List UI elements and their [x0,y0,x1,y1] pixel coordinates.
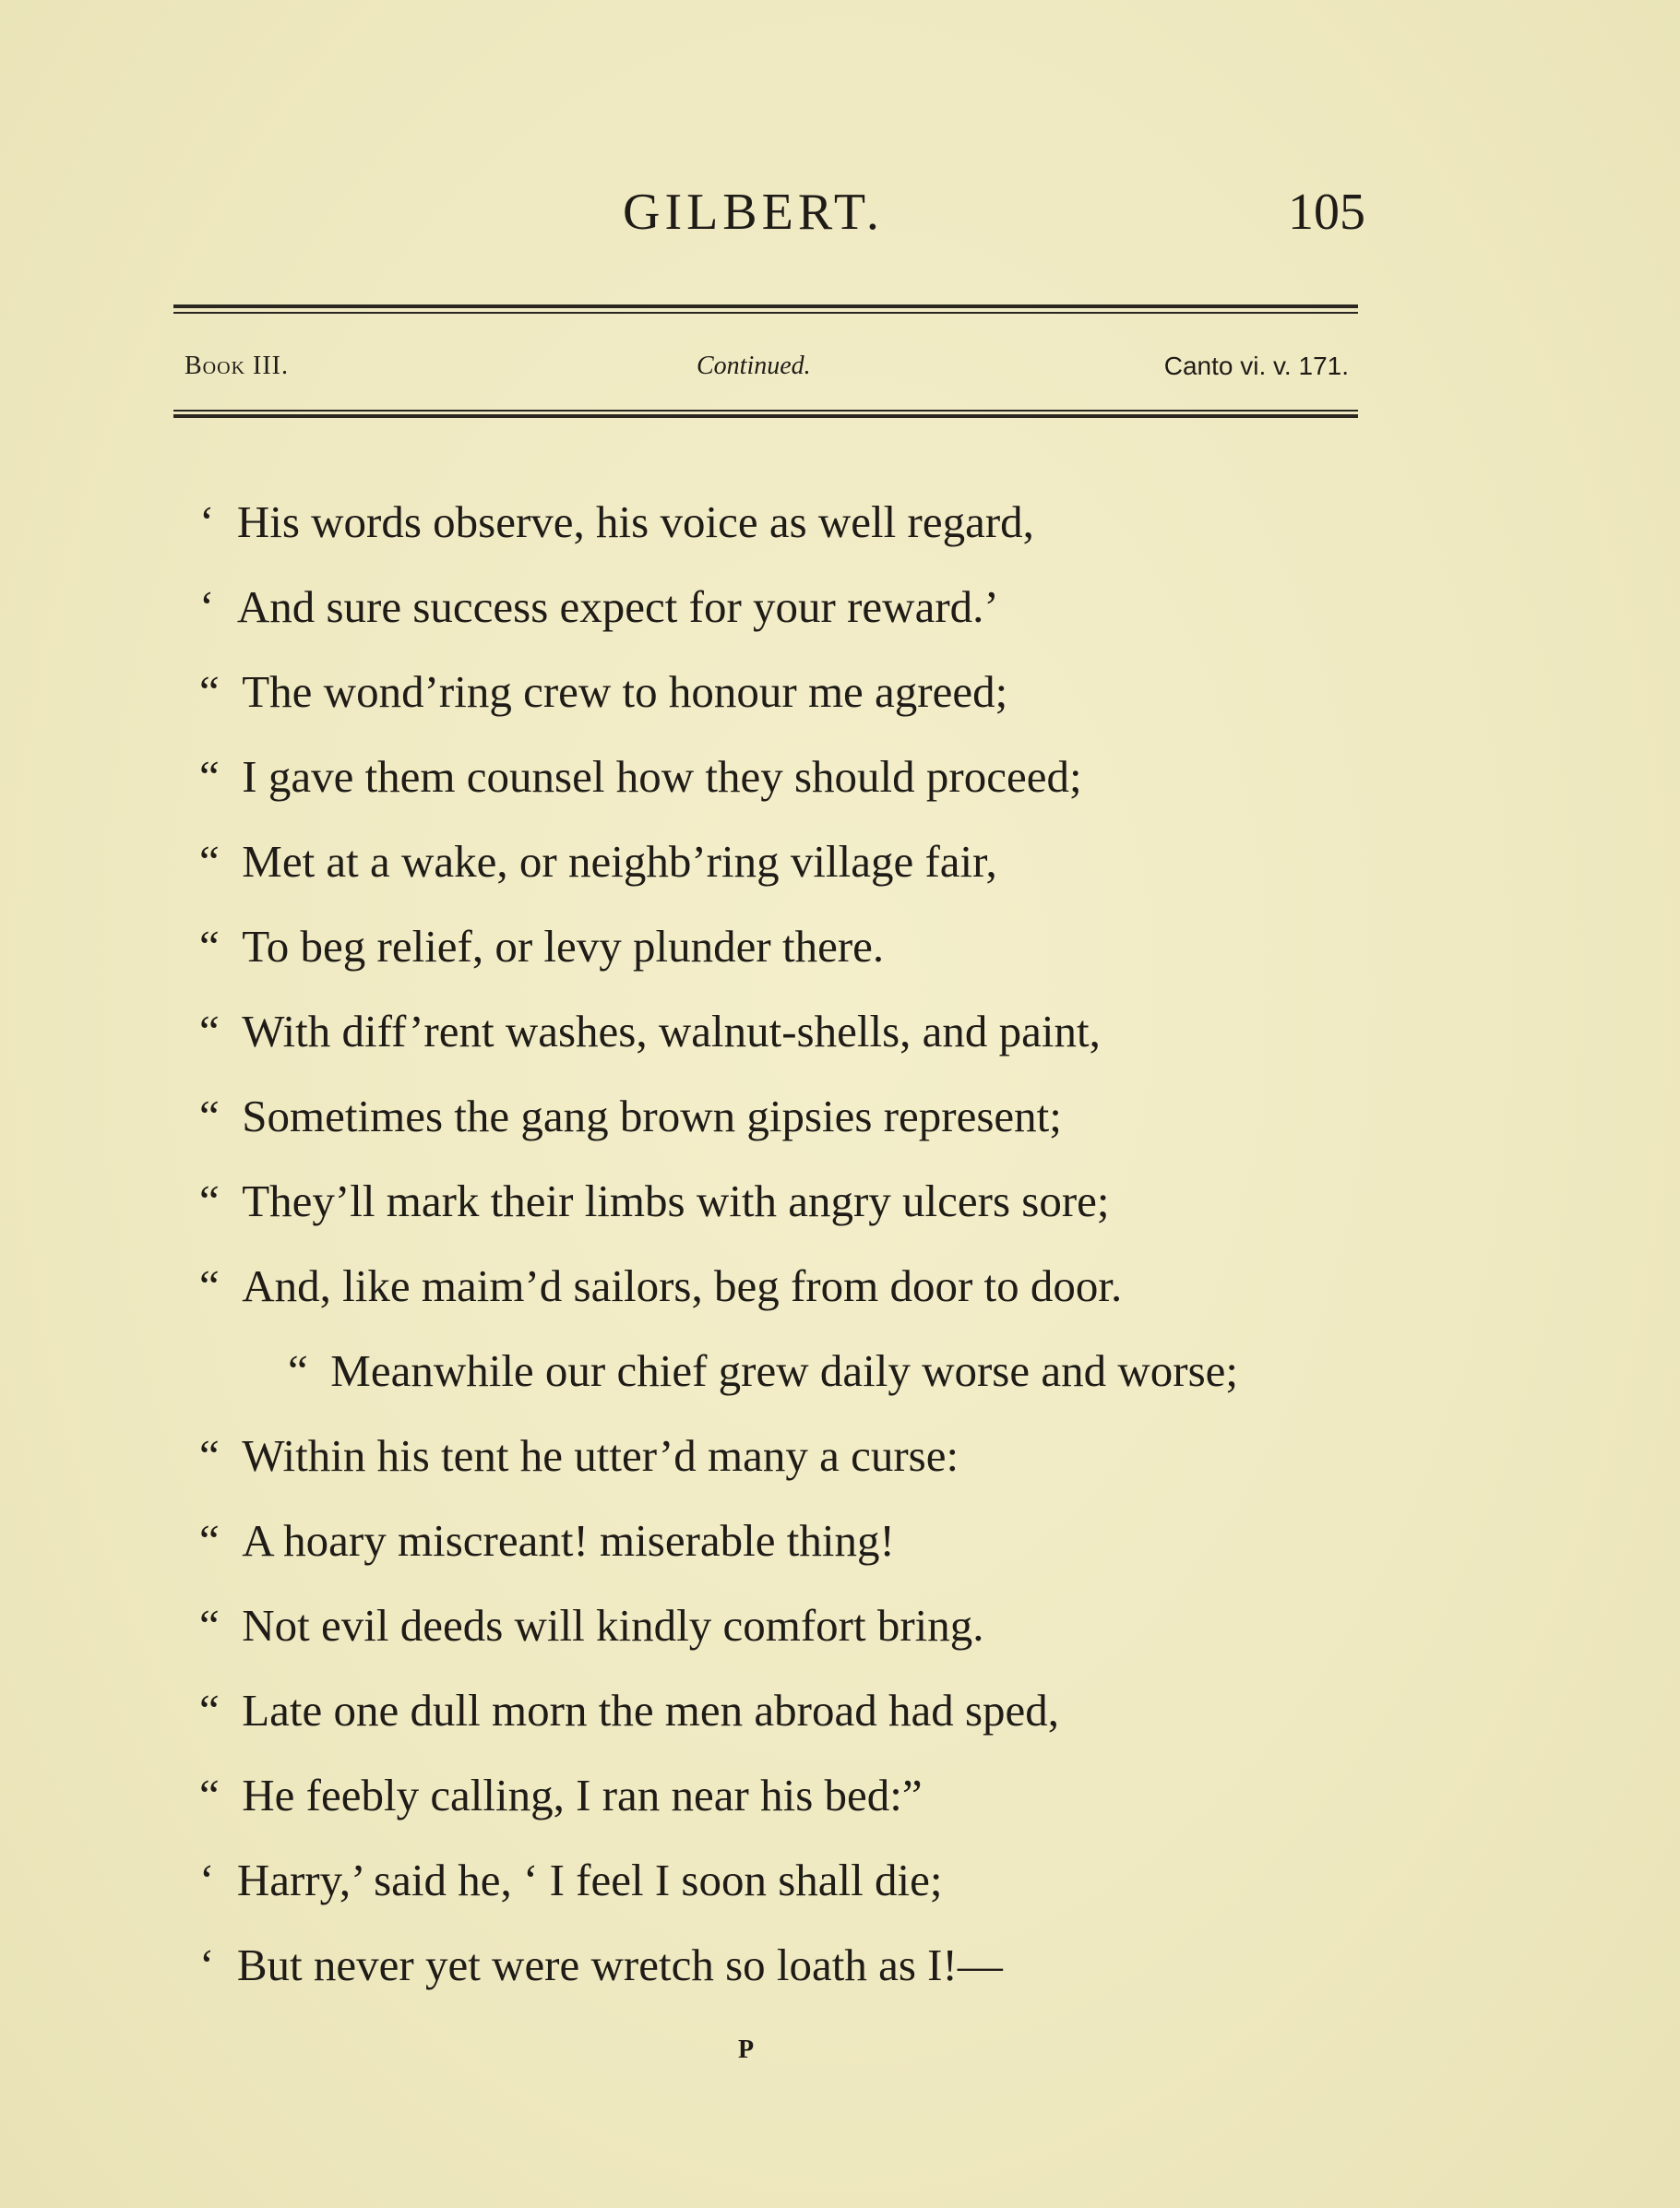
poem-line [199,1583,984,1668]
quote-mark: ‘ [199,496,215,547]
poem-line [199,1753,923,1838]
poem-line [199,1414,959,1498]
poem-line [199,734,1082,819]
rule-thick [173,414,1358,418]
poem-line [199,1923,1003,2008]
poem-line-indented [288,1329,1238,1414]
poem-line [199,565,999,650]
poem-line [199,480,1034,565]
signature-mark: P [738,2035,755,2064]
quote-mark: ‘ [199,581,215,632]
poem-line [199,819,997,904]
quote-mark: ‘ [199,1939,215,1990]
continued-label: Continued. [697,352,811,380]
line-text: The wond’ring crew to honour me agreed; [242,666,1008,717]
line-text: A hoary miscreant! miserable thing! [242,1515,895,1566]
rule-thin [173,312,1358,314]
line-text: Sometimes the gang brown gipsies represent; [242,1091,1062,1141]
quote-mark: “ [199,751,220,802]
poem-line [199,1244,1122,1329]
bottom-double-rule [173,410,1358,419]
line-text: Meanwhile our chief grew daily worse and worse; [330,1345,1239,1396]
quote-mark: “ [199,1260,220,1311]
quote-mark: “ [199,1006,220,1056]
line-text: Within his tent he utter’d many a curse: [242,1430,959,1481]
line-text: I gave them counsel how they should proceed; [242,751,1082,802]
quote-mark: “ [199,836,220,887]
running-title: GILBERT. [623,184,884,241]
poem-line [199,1668,1059,1753]
line-text: His words observe, his voice as well regard, [236,496,1034,547]
quote-mark: “ [199,1430,220,1481]
line-text: And, like maim’d sailors, beg from door to door. [242,1260,1123,1311]
poem-line [199,1159,1110,1244]
running-head [166,175,1365,249]
rule-thick [173,304,1358,308]
poem-line [199,904,884,989]
quote-mark: “ [199,1600,220,1651]
poem-line [199,1498,895,1583]
quote-mark: “ [199,1091,220,1141]
poem-line [199,989,1101,1074]
quote-mark: “ [199,666,220,717]
quote-mark: “ [288,1345,308,1396]
quote-mark: “ [199,1515,220,1566]
section-subhead [185,343,1349,389]
poem-line [199,1838,943,1923]
line-text: They’ll mark their limbs with angry ulcers sore; [242,1176,1110,1226]
canto-label: Canto vi. v. 171. [1163,352,1349,380]
book-label: Book III. [185,352,289,380]
line-text: Not evil deeds will kindly comfort bring. [242,1600,984,1651]
rule-thin [173,410,1358,412]
quote-mark: “ [199,921,220,972]
quote-mark: “ [199,1685,220,1736]
line-text: And sure success expect for your reward.’ [236,581,999,632]
poem-line [199,650,1007,734]
quote-mark: ‘ [199,1855,215,1905]
line-text: Late one dull morn the men abroad had sped, [242,1685,1060,1736]
top-double-rule [173,304,1358,314]
line-text: He feebly calling, I ran near his bed:” [242,1770,923,1820]
quote-mark: “ [199,1176,220,1226]
line-text: Harry,’ said he, ‘ I feel I soon shall die; [236,1855,943,1905]
page-number: 105 [1288,184,1365,241]
line-text: But never yet were wretch so loath as I!— [236,1939,1003,1990]
poem-line [199,1074,1062,1159]
line-text: Met at a wake, or neighb’ring village fair, [242,836,997,887]
quote-mark: “ [199,1770,220,1820]
line-text: To beg relief, or levy plunder there. [242,921,885,972]
line-text: With diff’rent washes, walnut-shells, and paint, [242,1006,1101,1056]
